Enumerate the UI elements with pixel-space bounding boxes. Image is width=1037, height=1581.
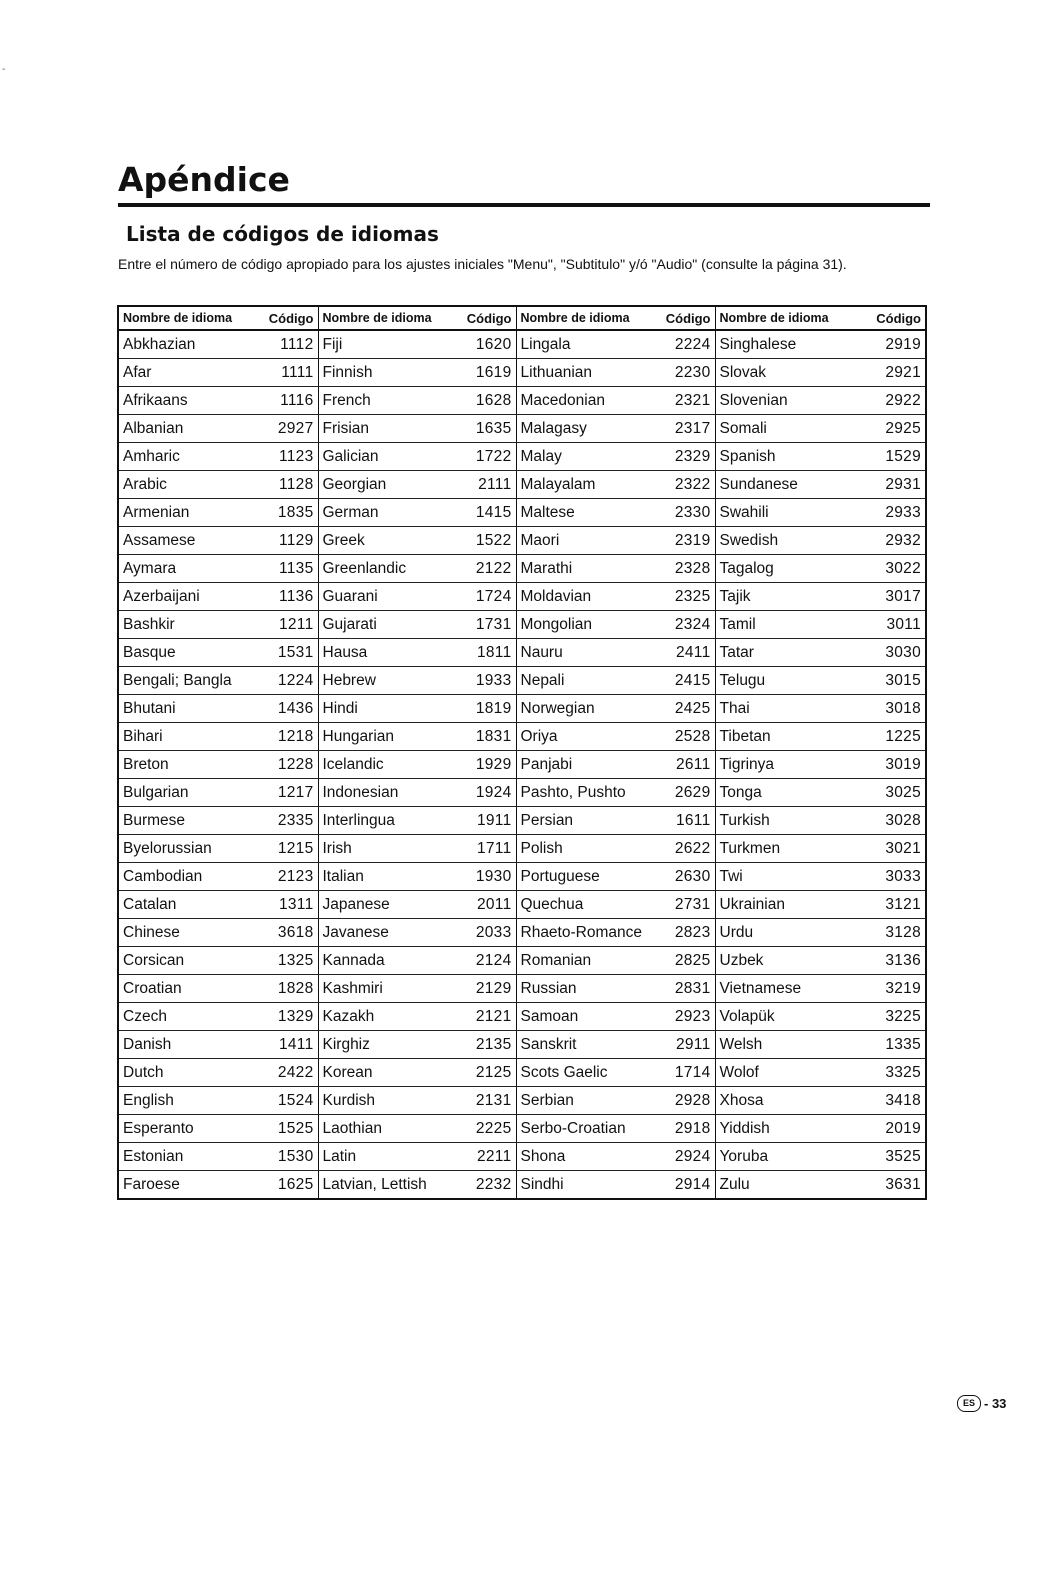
language-name-cell: Yiddish bbox=[715, 1115, 856, 1143]
language-code-cell: 1135 bbox=[261, 555, 318, 583]
language-code-cell: 2611 bbox=[658, 751, 715, 779]
language-code-cell: 1211 bbox=[261, 611, 318, 639]
language-name-cell: Twi bbox=[715, 863, 856, 891]
language-code-cell: 2329 bbox=[658, 443, 715, 471]
language-code-cell: 2933 bbox=[856, 499, 926, 527]
language-code-cell: 1819 bbox=[460, 695, 516, 723]
table-row bbox=[118, 695, 926, 723]
language-code-cell: 2622 bbox=[658, 835, 715, 863]
language-code-cell: 2121 bbox=[460, 1003, 516, 1031]
language-name-cell: Kirghiz bbox=[318, 1031, 460, 1059]
language-code-cell: 1835 bbox=[261, 499, 318, 527]
language-code-cell: 1436 bbox=[261, 695, 318, 723]
language-code-cell: 1911 bbox=[460, 807, 516, 835]
language-name-cell: Shona bbox=[516, 1143, 658, 1171]
language-code-cell: 2630 bbox=[658, 863, 715, 891]
table-row bbox=[118, 891, 926, 919]
language-name-cell: Croatian bbox=[118, 975, 261, 1003]
language-code-cell: 1625 bbox=[261, 1171, 318, 1200]
language-code-cell: 2731 bbox=[658, 891, 715, 919]
header-code: Código bbox=[261, 306, 318, 330]
table-row bbox=[118, 1003, 926, 1031]
language-code-cell: 3525 bbox=[856, 1143, 926, 1171]
language-code-cell: 3219 bbox=[856, 975, 926, 1003]
language-name-cell: Panjabi bbox=[516, 751, 658, 779]
language-name-cell: Estonian bbox=[118, 1143, 261, 1171]
language-code-cell: 2425 bbox=[658, 695, 715, 723]
language-code-cell: 1136 bbox=[261, 583, 318, 611]
table-row bbox=[118, 975, 926, 1003]
table-row bbox=[118, 639, 926, 667]
language-code-cell: 2335 bbox=[261, 807, 318, 835]
language-name-cell: Esperanto bbox=[118, 1115, 261, 1143]
language-name-cell: Maori bbox=[516, 527, 658, 555]
language-code-cell: 2328 bbox=[658, 555, 715, 583]
language-code-cell: 1225 bbox=[856, 723, 926, 751]
language-code-cell: 2823 bbox=[658, 919, 715, 947]
language-code-cell: 1620 bbox=[460, 330, 516, 359]
language-code-cell: 2232 bbox=[460, 1171, 516, 1200]
language-code-cell: 2230 bbox=[658, 359, 715, 387]
language-code-cell: 1123 bbox=[261, 443, 318, 471]
language-name-cell: Azerbaijani bbox=[118, 583, 261, 611]
corner-mark: - bbox=[2, 64, 6, 75]
language-name-cell: Uzbek bbox=[715, 947, 856, 975]
language-code-cell: 1724 bbox=[460, 583, 516, 611]
language-code-cell: 2317 bbox=[658, 415, 715, 443]
language-code-cell: 2019 bbox=[856, 1115, 926, 1143]
language-code-cell: 2122 bbox=[460, 555, 516, 583]
header-language-name: Nombre de idioma bbox=[318, 306, 460, 330]
language-name-cell: Greek bbox=[318, 527, 460, 555]
language-name-cell: Tonga bbox=[715, 779, 856, 807]
language-code-cell: 1731 bbox=[460, 611, 516, 639]
language-name-cell: Sanskrit bbox=[516, 1031, 658, 1059]
language-name-cell: Samoan bbox=[516, 1003, 658, 1031]
language-code-cell: 3019 bbox=[856, 751, 926, 779]
language-name-cell: Serbian bbox=[516, 1087, 658, 1115]
language-name-cell: Albanian bbox=[118, 415, 261, 443]
language-code-cell: 2111 bbox=[460, 471, 516, 499]
language-name-cell: Finnish bbox=[318, 359, 460, 387]
language-code-cell: 1619 bbox=[460, 359, 516, 387]
language-code-cell: 2923 bbox=[658, 1003, 715, 1031]
table-row bbox=[118, 779, 926, 807]
language-code-cell: 3018 bbox=[856, 695, 926, 723]
language-code-cell: 2325 bbox=[658, 583, 715, 611]
table-row bbox=[118, 1143, 926, 1171]
language-code-cell: 1828 bbox=[261, 975, 318, 1003]
language-name-cell: Nauru bbox=[516, 639, 658, 667]
language-name-cell: Bulgarian bbox=[118, 779, 261, 807]
language-name-cell: Tajik bbox=[715, 583, 856, 611]
language-name-cell: Japanese bbox=[318, 891, 460, 919]
language-code-cell: 2422 bbox=[261, 1059, 318, 1087]
language-code-cell: 2135 bbox=[460, 1031, 516, 1059]
language-name-cell: Laothian bbox=[318, 1115, 460, 1143]
language-code-cell: 1628 bbox=[460, 387, 516, 415]
language-code-cell: 2921 bbox=[856, 359, 926, 387]
language-code-cell: 2033 bbox=[460, 919, 516, 947]
language-code-cell: 3028 bbox=[856, 807, 926, 835]
language-name-cell: Hausa bbox=[318, 639, 460, 667]
language-code-cell: 3418 bbox=[856, 1087, 926, 1115]
language-code-cell: 1611 bbox=[658, 807, 715, 835]
language-code-table bbox=[117, 305, 927, 1200]
table-row bbox=[118, 499, 926, 527]
language-name-cell: Aymara bbox=[118, 555, 261, 583]
table-row bbox=[118, 443, 926, 471]
language-code-cell: 1116 bbox=[261, 387, 318, 415]
language-code-cell: 1924 bbox=[460, 779, 516, 807]
language-name-cell: Dutch bbox=[118, 1059, 261, 1087]
language-name-cell: Tibetan bbox=[715, 723, 856, 751]
language-code-cell: 3030 bbox=[856, 639, 926, 667]
language-name-cell: German bbox=[318, 499, 460, 527]
language-name-cell: Kannada bbox=[318, 947, 460, 975]
language-code-cell: 3136 bbox=[856, 947, 926, 975]
language-code-cell: 2415 bbox=[658, 667, 715, 695]
language-name-cell: Russian bbox=[516, 975, 658, 1003]
language-name-cell: Burmese bbox=[118, 807, 261, 835]
table-row bbox=[118, 1087, 926, 1115]
header-code: Código bbox=[658, 306, 715, 330]
language-code-cell: 1635 bbox=[460, 415, 516, 443]
language-code-cell: 2931 bbox=[856, 471, 926, 499]
language-name-cell: Persian bbox=[516, 807, 658, 835]
header-language-name: Nombre de idioma bbox=[516, 306, 658, 330]
page-title: Apéndice bbox=[118, 160, 290, 199]
language-code-cell: 3033 bbox=[856, 863, 926, 891]
language-code-cell: 1111 bbox=[261, 359, 318, 387]
language-name-cell: English bbox=[118, 1087, 261, 1115]
language-name-cell: Xhosa bbox=[715, 1087, 856, 1115]
language-code-cell: 2322 bbox=[658, 471, 715, 499]
language-name-cell: Sindhi bbox=[520, 1175, 564, 1193]
language-code-cell: 2124 bbox=[460, 947, 516, 975]
language-name-cell: Maltese bbox=[516, 499, 658, 527]
language-code-cell: 2225 bbox=[460, 1115, 516, 1143]
language-code-cell: 1525 bbox=[261, 1115, 318, 1143]
language-name-cell: Swedish bbox=[715, 527, 856, 555]
language-code-cell: 1531 bbox=[261, 639, 318, 667]
language-name-cell: Pashto, Pushto bbox=[516, 779, 658, 807]
language-name-cell: Afrikaans bbox=[118, 387, 261, 415]
language-name-cell: Yoruba bbox=[715, 1143, 856, 1171]
language-name-cell: Tagalog bbox=[715, 555, 856, 583]
language-name-cell: Bihari bbox=[118, 723, 261, 751]
language-name-cell: Danish bbox=[118, 1031, 261, 1059]
language-code-cell: 2928 bbox=[658, 1087, 715, 1115]
language-code-cell: 2825 bbox=[658, 947, 715, 975]
header-code: Código bbox=[856, 306, 926, 330]
table-row bbox=[118, 359, 926, 387]
language-name-cell: Bengali; Bangla bbox=[118, 667, 261, 695]
language-code-cell: 1217 bbox=[261, 779, 318, 807]
language-name-cell: Abkhazian bbox=[118, 330, 261, 359]
language-name-cell: Irish bbox=[318, 835, 460, 863]
language-name-cell: Rhaeto-Romance bbox=[516, 919, 658, 947]
language-code-cell: 2932 bbox=[856, 527, 926, 555]
language-code-cell: 1933 bbox=[460, 667, 516, 695]
language-code-cell: 2321 bbox=[658, 387, 715, 415]
language-code-cell: 3121 bbox=[856, 891, 926, 919]
language-code-cell: 3025 bbox=[856, 779, 926, 807]
language-badge: ES bbox=[957, 1395, 981, 1412]
table-row bbox=[118, 1031, 926, 1059]
table-header-row bbox=[118, 306, 926, 330]
table-row bbox=[118, 527, 926, 555]
language-name-cell: Urdu bbox=[715, 919, 856, 947]
language-name-cell: Chinese bbox=[118, 919, 261, 947]
language-code-cell: 3618 bbox=[261, 919, 318, 947]
language-code-cell: 3021 bbox=[856, 835, 926, 863]
language-code-cell: 3011 bbox=[856, 611, 926, 639]
language-name-cell: Moldavian bbox=[516, 583, 658, 611]
language-name-cell: Faroese bbox=[123, 1175, 180, 1193]
language-code-cell: 1831 bbox=[460, 723, 516, 751]
language-code-cell: 1711 bbox=[460, 835, 516, 863]
language-name-cell: Oriya bbox=[516, 723, 658, 751]
language-name-cell: Volapük bbox=[715, 1003, 856, 1031]
language-name-cell: Malayalam bbox=[516, 471, 658, 499]
language-code-cell: 1411 bbox=[261, 1031, 318, 1059]
language-name-cell: Swahili bbox=[715, 499, 856, 527]
language-name-cell: Romanian bbox=[516, 947, 658, 975]
header-language-name: Nombre de idioma bbox=[118, 306, 261, 330]
language-name-cell: Turkish bbox=[715, 807, 856, 835]
language-name-cell: Scots Gaelic bbox=[516, 1059, 658, 1087]
language-code-cell: 2925 bbox=[856, 415, 926, 443]
language-name-cell: Latvian, Lettish bbox=[322, 1175, 427, 1193]
language-name-cell: Fiji bbox=[318, 330, 460, 359]
language-name-cell: Kazakh bbox=[318, 1003, 460, 1031]
language-code-cell: 1714 bbox=[658, 1059, 715, 1087]
language-code-cell: 2330 bbox=[658, 499, 715, 527]
language-name-cell: Galician bbox=[318, 443, 460, 471]
language-code-cell: 3128 bbox=[856, 919, 926, 947]
header-language-name: Nombre de idioma bbox=[715, 306, 856, 330]
language-name-cell: Javanese bbox=[318, 919, 460, 947]
language-name-cell: Ukrainian bbox=[715, 891, 856, 919]
language-code-cell: 1329 bbox=[261, 1003, 318, 1031]
header-code: Código bbox=[460, 306, 516, 330]
language-name-cell: Afar bbox=[118, 359, 261, 387]
language-name-cell: Slovenian bbox=[715, 387, 856, 415]
language-code-cell: 1128 bbox=[261, 471, 318, 499]
language-code-cell: 2922 bbox=[856, 387, 926, 415]
language-code-cell: 2914 bbox=[658, 1171, 715, 1200]
language-code-cell: 2123 bbox=[261, 863, 318, 891]
language-name-cell: Welsh bbox=[715, 1031, 856, 1059]
language-code-cell: 1129 bbox=[261, 527, 318, 555]
language-name-cell: Czech bbox=[118, 1003, 261, 1031]
language-name-cell: Armenian bbox=[118, 499, 261, 527]
section-title: Lista de códigos de idiomas bbox=[126, 222, 439, 246]
table-row bbox=[118, 1115, 926, 1143]
language-code-cell: 1218 bbox=[261, 723, 318, 751]
title-rule bbox=[118, 203, 930, 207]
language-name-cell: Marathi bbox=[516, 555, 658, 583]
language-code-cell: 2927 bbox=[261, 415, 318, 443]
language-name-cell: Tatar bbox=[715, 639, 856, 667]
language-code-cell: 1930 bbox=[460, 863, 516, 891]
language-name-cell: Somali bbox=[715, 415, 856, 443]
language-name-cell: Assamese bbox=[118, 527, 261, 555]
table-row bbox=[118, 807, 926, 835]
language-code-cell: 2528 bbox=[658, 723, 715, 751]
language-code-cell: 1112 bbox=[261, 330, 318, 359]
table-row bbox=[118, 611, 926, 639]
language-code-cell: 1311 bbox=[261, 891, 318, 919]
language-name-cell: Basque bbox=[118, 639, 261, 667]
language-name-cell: Malay bbox=[516, 443, 658, 471]
language-name-cell: Lithuanian bbox=[516, 359, 658, 387]
language-code-cell: 3631 bbox=[856, 1171, 926, 1200]
language-code-cell: 1522 bbox=[460, 527, 516, 555]
language-name-cell: Icelandic bbox=[318, 751, 460, 779]
language-name-cell: Zulu bbox=[719, 1175, 750, 1193]
table-body bbox=[118, 330, 926, 1199]
table-row bbox=[118, 330, 926, 359]
table-row bbox=[118, 555, 926, 583]
language-name-cell: Hungarian bbox=[318, 723, 460, 751]
language-name-cell: Polish bbox=[516, 835, 658, 863]
language-name-cell: Frisian bbox=[318, 415, 460, 443]
language-name-cell: Portuguese bbox=[516, 863, 658, 891]
language-code-cell: 1929 bbox=[460, 751, 516, 779]
language-name-cell: Spanish bbox=[715, 443, 856, 471]
language-code-cell: 2131 bbox=[460, 1087, 516, 1115]
language-code-cell: 1529 bbox=[856, 443, 926, 471]
language-name-cell: Breton bbox=[118, 751, 261, 779]
language-name-cell: Kashmiri bbox=[318, 975, 460, 1003]
language-name-cell: Georgian bbox=[318, 471, 460, 499]
language-name-cell: Malagasy bbox=[516, 415, 658, 443]
language-name-cell: Macedonian bbox=[516, 387, 658, 415]
language-name-cell: Singhalese bbox=[715, 330, 856, 359]
language-code-cell: 1228 bbox=[261, 751, 318, 779]
language-code-cell: 2129 bbox=[460, 975, 516, 1003]
language-code-cell: 2911 bbox=[658, 1031, 715, 1059]
intro-text: Entre el número de código apropiado para los ajustes iniciales "Menu", "Subtitulo" y/ó "Audio" (consulte la página 31). bbox=[118, 256, 847, 272]
table-row bbox=[118, 1059, 926, 1087]
language-name-cell: Lingala bbox=[516, 330, 658, 359]
language-code-cell: 1722 bbox=[460, 443, 516, 471]
language-name-cell: Norwegian bbox=[516, 695, 658, 723]
language-code-cell: 2629 bbox=[658, 779, 715, 807]
language-name-cell: Amharic bbox=[118, 443, 261, 471]
table-row bbox=[118, 471, 926, 499]
table-row bbox=[118, 1171, 926, 1200]
language-name-cell: Kurdish bbox=[318, 1087, 460, 1115]
language-name-cell: Vietnamese bbox=[715, 975, 856, 1003]
language-name-cell: Arabic bbox=[118, 471, 261, 499]
language-name-cell: Slovak bbox=[715, 359, 856, 387]
language-code-cell: 3325 bbox=[856, 1059, 926, 1087]
language-code-cell: 2319 bbox=[658, 527, 715, 555]
table-row bbox=[118, 835, 926, 863]
language-code-cell: 2211 bbox=[460, 1143, 516, 1171]
language-code-cell: 2831 bbox=[658, 975, 715, 1003]
language-code-cell: 2224 bbox=[658, 330, 715, 359]
table-row bbox=[118, 583, 926, 611]
language-code-cell: 1530 bbox=[261, 1143, 318, 1171]
language-name-cell: Cambodian bbox=[118, 863, 261, 891]
language-name-cell: Serbo-Croatian bbox=[516, 1115, 658, 1143]
table-row bbox=[118, 667, 926, 695]
language-code-cell: 1325 bbox=[261, 947, 318, 975]
language-code-cell: 1524 bbox=[261, 1087, 318, 1115]
language-code-cell: 2011 bbox=[460, 891, 516, 919]
language-name-cell: Mongolian bbox=[516, 611, 658, 639]
language-code-cell: 1415 bbox=[460, 499, 516, 527]
language-name-cell: Bhutani bbox=[118, 695, 261, 723]
language-name-cell: Korean bbox=[318, 1059, 460, 1087]
language-name-cell: Byelorussian bbox=[118, 835, 261, 863]
language-name-cell: French bbox=[318, 387, 460, 415]
language-name-cell: Wolof bbox=[715, 1059, 856, 1087]
language-name-cell: Hindi bbox=[318, 695, 460, 723]
table-row bbox=[118, 415, 926, 443]
language-name-cell: Tamil bbox=[715, 611, 856, 639]
language-code-cell: 2918 bbox=[658, 1115, 715, 1143]
language-name-cell: Tigrinya bbox=[715, 751, 856, 779]
language-name-cell: Quechua bbox=[516, 891, 658, 919]
language-name-cell: Indonesian bbox=[318, 779, 460, 807]
language-name-cell: Greenlandic bbox=[318, 555, 460, 583]
table-row bbox=[118, 751, 926, 779]
page-number-text: - 33 bbox=[984, 1396, 1007, 1411]
language-name-cell: Hebrew bbox=[318, 667, 460, 695]
language-name-cell: Italian bbox=[318, 863, 460, 891]
table-row bbox=[118, 947, 926, 975]
table-row bbox=[118, 723, 926, 751]
table-row bbox=[118, 387, 926, 415]
table-row bbox=[118, 919, 926, 947]
table-row bbox=[118, 863, 926, 891]
language-name-cell: Catalan bbox=[118, 891, 261, 919]
language-name-cell: Turkmen bbox=[715, 835, 856, 863]
language-code-cell: 1335 bbox=[856, 1031, 926, 1059]
language-code-cell: 2125 bbox=[460, 1059, 516, 1087]
page-number bbox=[957, 1395, 1006, 1412]
language-name-cell: Telugu bbox=[715, 667, 856, 695]
language-name-cell: Bashkir bbox=[118, 611, 261, 639]
language-code-cell: 2324 bbox=[658, 611, 715, 639]
language-code-cell: 3015 bbox=[856, 667, 926, 695]
language-code-cell: 3017 bbox=[856, 583, 926, 611]
language-code-cell: 3022 bbox=[856, 555, 926, 583]
language-name-cell: Latin bbox=[318, 1143, 460, 1171]
language-name-cell: Nepali bbox=[516, 667, 658, 695]
language-code-cell: 3225 bbox=[856, 1003, 926, 1031]
language-name-cell: Thai bbox=[715, 695, 856, 723]
language-code-cell: 1215 bbox=[261, 835, 318, 863]
language-code-cell: 2919 bbox=[856, 330, 926, 359]
language-name-cell: Sundanese bbox=[715, 471, 856, 499]
language-name-cell: Interlingua bbox=[318, 807, 460, 835]
language-code-cell: 2411 bbox=[658, 639, 715, 667]
language-code-cell: 1224 bbox=[261, 667, 318, 695]
language-code-cell: 1811 bbox=[460, 639, 516, 667]
language-name-cell: Guarani bbox=[318, 583, 460, 611]
language-code-cell: 2924 bbox=[658, 1143, 715, 1171]
language-name-cell: Corsican bbox=[118, 947, 261, 975]
language-name-cell: Gujarati bbox=[318, 611, 460, 639]
